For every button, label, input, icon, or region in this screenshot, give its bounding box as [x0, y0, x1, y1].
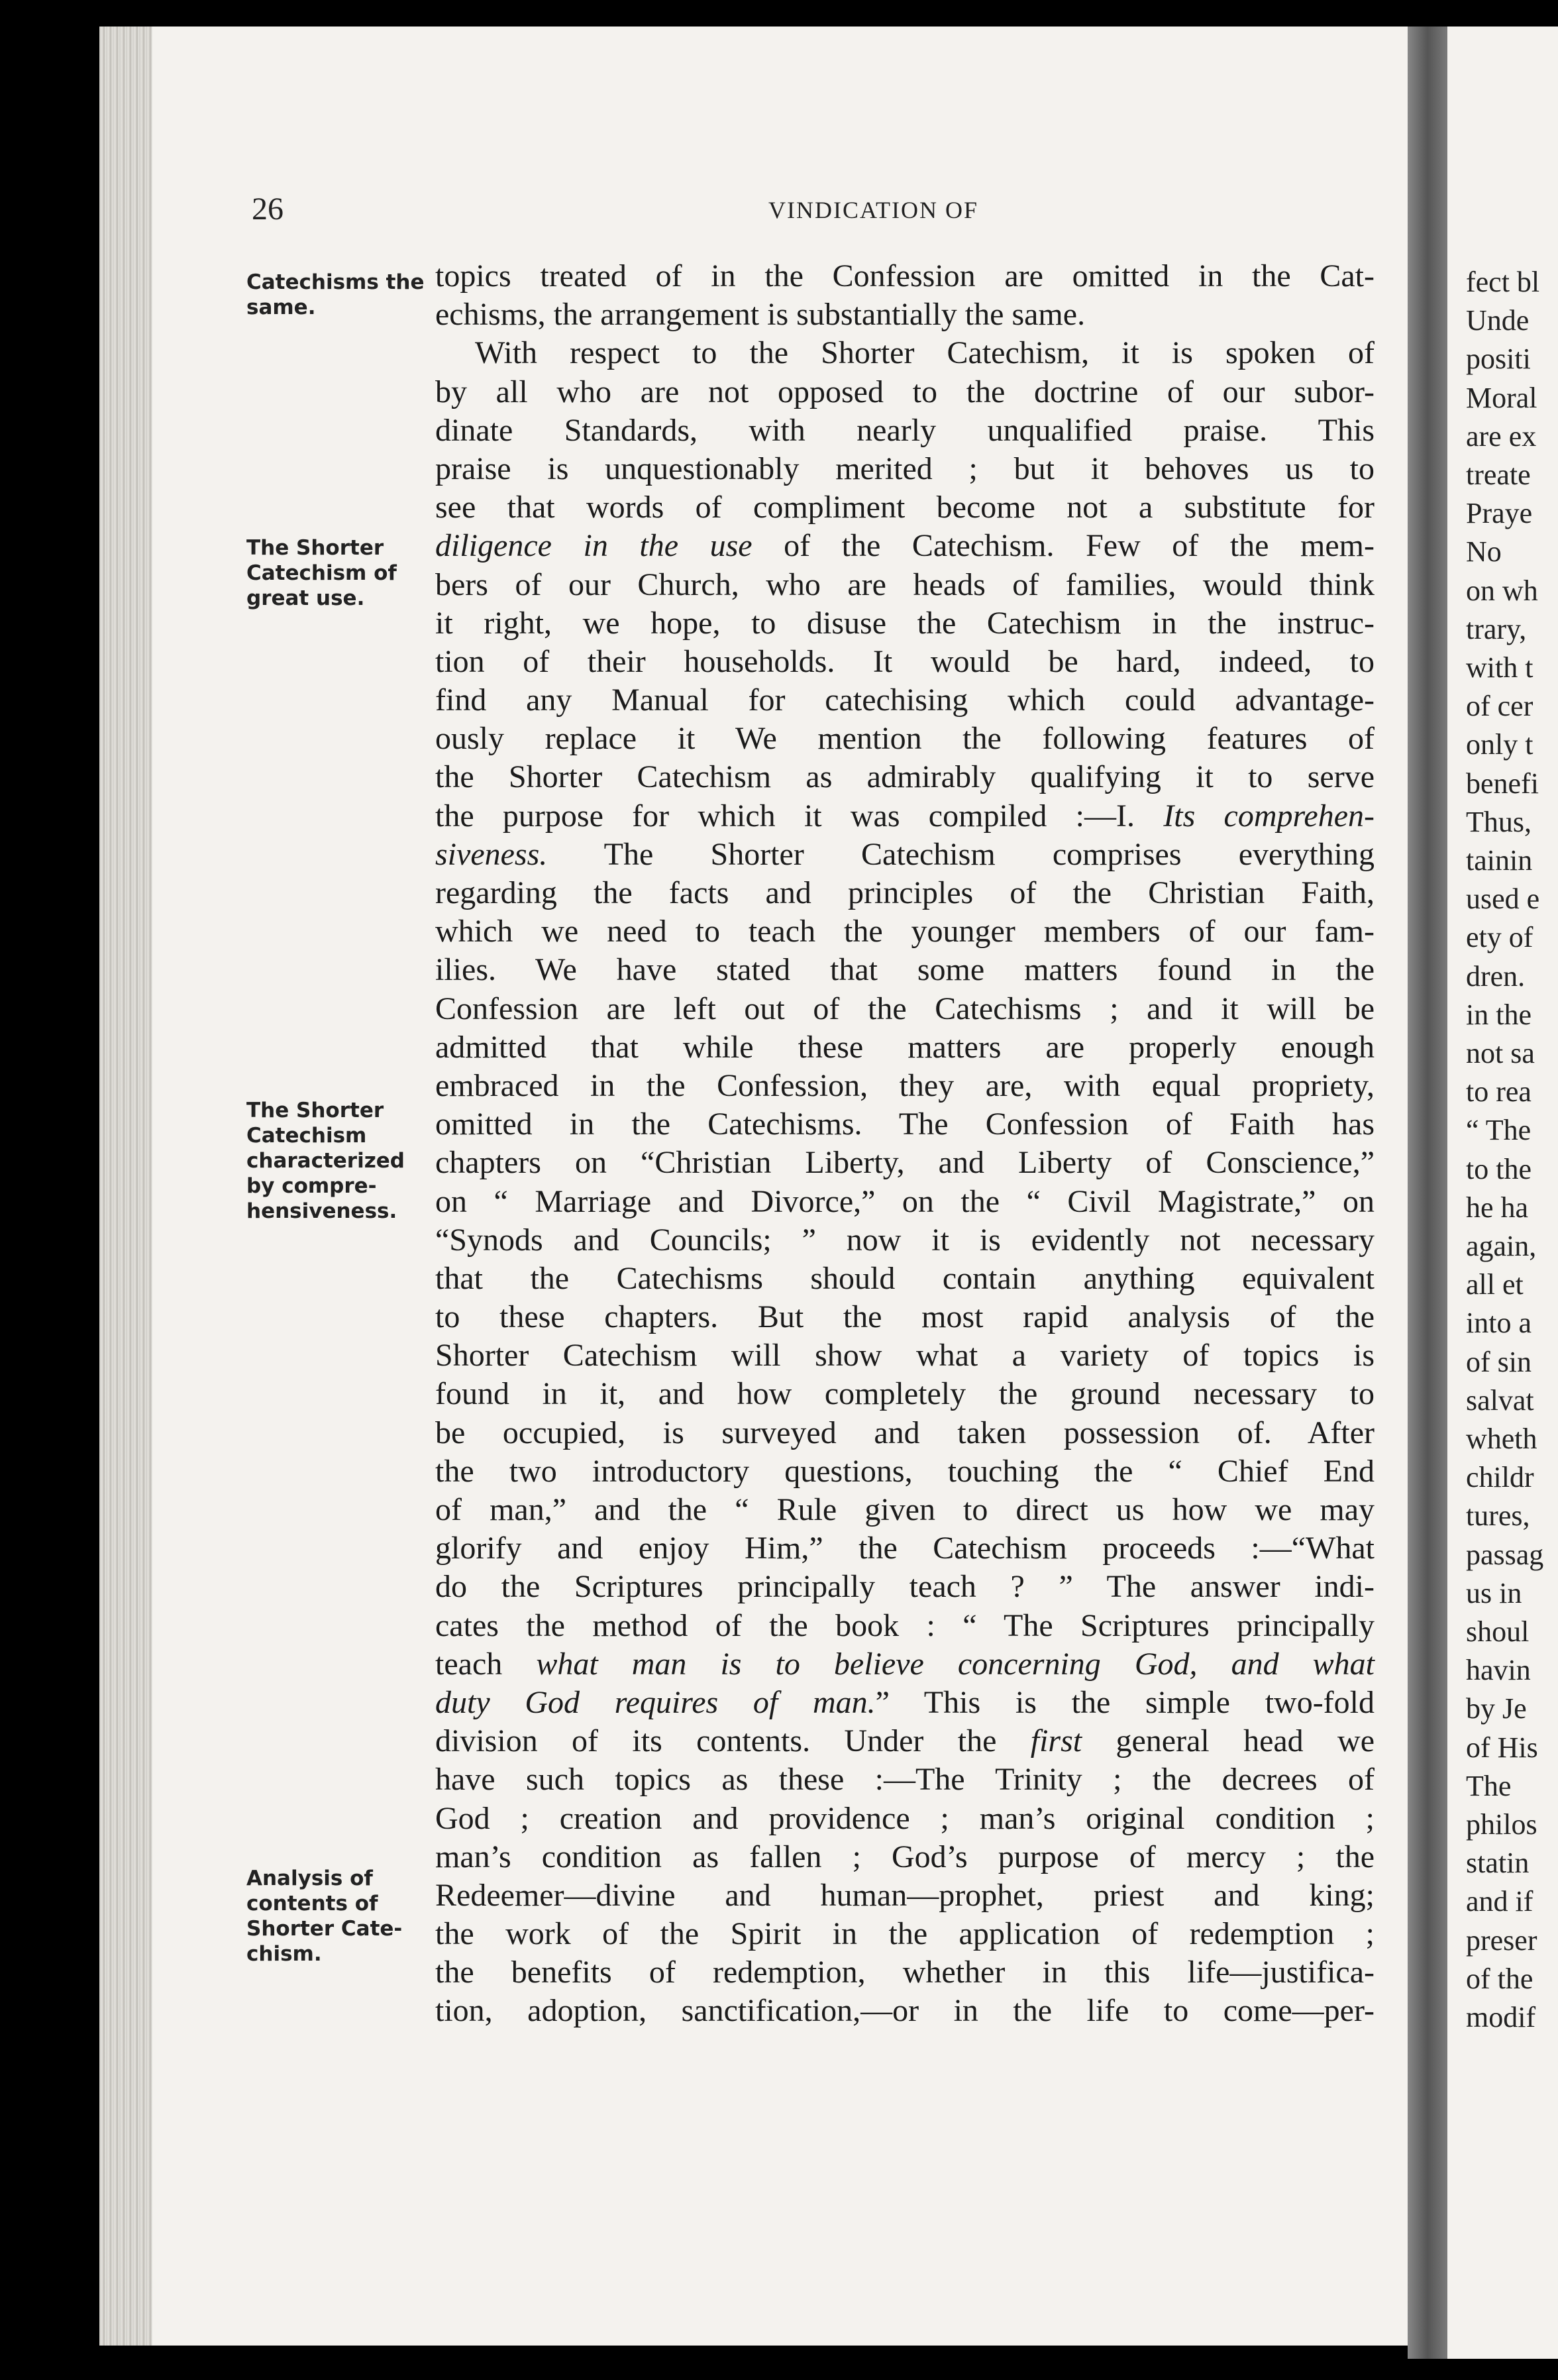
- italic-phrase: first: [1030, 1723, 1082, 1759]
- adjacent-page-text-fragment: fect bl: [1466, 266, 1540, 298]
- adjacent-page-text-fragment: to rea: [1466, 1075, 1532, 1109]
- italic-phrase: siveness.: [435, 836, 548, 872]
- text-line: be occupied, is surveyed and taken possession of. After: [435, 1415, 1375, 1450]
- text-line: embraced in the Confession, they are, with equal propriety,: [435, 1067, 1375, 1103]
- text-line: it right, we hope, to disuse the Catechism in the instruc-: [435, 605, 1375, 641]
- margin-note-shorter-catechism-great-use: [246, 535, 425, 611]
- text-line: glorify and enjoy Him,” the Catechism proceeds :—“What: [435, 1531, 1375, 1566]
- adjacent-page-text-fragment: of cer: [1466, 690, 1533, 723]
- adjacent-page-text-fragment: into a: [1466, 1307, 1532, 1340]
- adjacent-page-text-fragment: trary,: [1466, 612, 1527, 645]
- adjacent-page-text-fragment: passag: [1466, 1538, 1544, 1571]
- text-line: tion, adoption, sanctification,—or in the life to come—per-: [435, 1993, 1375, 2029]
- text-line: found in it, and how completely the ground necessary to: [435, 1376, 1375, 1412]
- adjacent-page-text-fragment: Moral: [1466, 381, 1537, 414]
- text-line: [435, 527, 1375, 565]
- italic-phrase: what man is to believe concerning God, and what: [536, 1646, 1375, 1682]
- adjacent-page-text-fragment: treate: [1466, 459, 1531, 491]
- text-line: regarding the facts and principles of the Christian Faith,: [435, 875, 1375, 910]
- margin-note-analysis-of-contents: [246, 1866, 425, 1967]
- running-title: VINDICATION OF: [768, 197, 978, 223]
- margin-note-catechisms-same: [246, 270, 425, 320]
- text-line: the benefits of redemption, whether in this life—justifica-: [435, 1955, 1375, 1990]
- italic-phrase: duty God requires of man.: [435, 1684, 876, 1720]
- adjacent-page-text-fragment: Unde: [1466, 304, 1530, 337]
- text-line: topics treated of in the Confession are omitted in the Cat-: [435, 258, 1375, 294]
- margin-note-line: The Shorter: [246, 536, 384, 560]
- adjacent-page-text-fragment: in the: [1466, 998, 1532, 1031]
- text-fragment: The Shorter Catechism comprises everything: [547, 836, 1375, 872]
- margin-note-line: Catechism of: [246, 561, 397, 585]
- adjacent-page-text-fragment: on wh: [1466, 574, 1538, 607]
- margin-note-line: chism.: [246, 1942, 322, 1966]
- margin-note-line: Analysis of: [246, 1866, 373, 1890]
- text-line: cates the method of the book : “ The Scriptures principally: [435, 1607, 1375, 1643]
- text-line: the work of the Spirit in the application of redemption ;: [435, 1916, 1375, 1952]
- adjacent-page-text-fragment: positi: [1466, 343, 1531, 376]
- running-head: [252, 191, 1378, 231]
- text-line: see that words of compliment become not a substitute for: [435, 490, 1375, 525]
- text-line: man’s condition as fallen ; God’s purpose of mercy ; the: [435, 1839, 1375, 1874]
- adjacent-page-text-fragment: Thus,: [1466, 805, 1532, 838]
- adjacent-page-text-fragment: childr: [1466, 1461, 1534, 1494]
- text-line: praise is unquestionably merited ; but it behoves us to: [435, 451, 1375, 486]
- text-line: find any Manual for catechising which could advantage-: [435, 682, 1375, 718]
- text-line: of man,” and the “ Rule given to direct us how we may: [435, 1492, 1375, 1527]
- text-line: Redeemer—divine and human—prophet, priest and king;: [435, 1877, 1375, 1913]
- adjacent-page-text-fragment: of the: [1466, 1962, 1533, 1995]
- adjacent-page-text-fragment: No: [1466, 535, 1502, 568]
- adjacent-page-text-fragment: “ The: [1466, 1114, 1532, 1147]
- text-fragment: division of its contents. Under the: [435, 1723, 1031, 1759]
- adjacent-page-text-fragment: used e: [1466, 883, 1540, 916]
- text-line: bers of our Church, who are heads of families, would think: [435, 567, 1375, 602]
- adjacent-page-text-fragment: and if: [1466, 1885, 1533, 1918]
- adjacent-page-text-fragment: philos: [1466, 1808, 1537, 1841]
- text-line: chapters on “Christian Liberty, and Liberty of Conscience,”: [435, 1145, 1375, 1181]
- margin-note-line: contents of: [246, 1892, 378, 1916]
- text-fragment: general head we: [1082, 1723, 1375, 1759]
- margin-note-line: Shorter Cate-: [246, 1917, 403, 1941]
- adjacent-page-text-fragment: dren.: [1466, 959, 1526, 993]
- text-fragment: teach: [435, 1646, 537, 1682]
- margin-note-line: The Shorter: [246, 1099, 384, 1122]
- adjacent-page-text-fragment: benefi: [1466, 767, 1539, 800]
- adjacent-page-text-fragment: modif: [1466, 2001, 1536, 2033]
- text-line: tion of their households. It would be hard, indeed, to: [435, 643, 1375, 679]
- body-text: [435, 257, 1375, 2031]
- text-line: that the Catechisms should contain anything equivalent: [435, 1260, 1375, 1296]
- text-line: to these chapters. But the most rapid analysis of the: [435, 1299, 1375, 1335]
- adjacent-page-text-fragment: of His: [1466, 1731, 1538, 1764]
- adjacent-page-text-fragment: ety of: [1466, 921, 1533, 954]
- margin-note-line: by compre-: [246, 1174, 377, 1198]
- adjacent-page-text-fragment: with t: [1466, 651, 1533, 684]
- text-line: admitted that while these matters are properly enough: [435, 1029, 1375, 1065]
- adjacent-page-text-fragment: not sa: [1466, 1037, 1535, 1069]
- text-line: [435, 1722, 1375, 1760]
- text-line: by all who are not opposed to the doctrine of our subor-: [435, 374, 1375, 409]
- adjacent-page-text-fragment: tures,: [1466, 1499, 1530, 1533]
- margin-note-line: same.: [246, 296, 316, 319]
- adjacent-page-text-fragment: to the: [1466, 1152, 1532, 1185]
- text-fragment: the purpose for which it was compiled :—I.: [435, 798, 1164, 834]
- text-line: [435, 1684, 1375, 1722]
- adjacent-page-text-fragment: of sin: [1466, 1345, 1532, 1378]
- text-line: Confession are left out of the Catechisms ; and it will be: [435, 991, 1375, 1026]
- text-fragment: of the Catechism. Few of the mem-: [752, 528, 1375, 564]
- text-line: have such topics as these :—The Trinity ; the decrees of: [435, 1762, 1375, 1798]
- text-line: the two introductory questions, touching the “ Chief End: [435, 1453, 1375, 1489]
- text-line: dinate Standards, with nearly unqualified praise. This: [435, 412, 1375, 448]
- margin-note-line: Catechisms the: [246, 270, 425, 294]
- italic-phrase: Its comprehen-: [1163, 798, 1375, 834]
- text-line: [435, 797, 1375, 836]
- text-line: omitted in the Catechisms. The Confession of Faith has: [435, 1107, 1375, 1142]
- adjacent-page-edge: [1447, 27, 1558, 2359]
- adjacent-page-text-fragment: salvat: [1466, 1383, 1534, 1417]
- text-line: ilies. We have stated that some matters found in the: [435, 952, 1375, 988]
- adjacent-page-text-fragment: Praye: [1466, 497, 1533, 530]
- text-line: With respect to the Shorter Catechism, it is spoken of: [475, 335, 1375, 371]
- text-line: ously replace it We mention the following features of: [435, 721, 1375, 757]
- adjacent-page-text-fragment: shoul: [1466, 1615, 1530, 1648]
- page-binding-edge: [99, 27, 152, 2346]
- adjacent-page-text-fragment: us in: [1466, 1576, 1522, 1609]
- text-line: Shorter Catechism will show what a variety of topics is: [435, 1338, 1375, 1374]
- page-number: 26: [252, 191, 284, 227]
- book-gutter: [1408, 27, 1447, 2359]
- margin-note-line: characterized: [246, 1149, 405, 1173]
- italic-phrase: diligence in the use: [435, 528, 753, 564]
- text-line: on “ Marriage and Divorce,” on the “ Civil Magistrate,” on: [435, 1183, 1375, 1219]
- adjacent-page-text-fragment: preser: [1466, 1923, 1537, 1957]
- text-line: God ; creation and providence ; man’s original condition ;: [435, 1800, 1375, 1836]
- text-line: “Synods and Councils; ” now it is evidently not necessary: [435, 1222, 1375, 1258]
- text-line: do the Scriptures principally teach ? ” The answer indi-: [435, 1569, 1375, 1605]
- text-line: echisms, the arrangement is substantially the same.: [435, 297, 1086, 333]
- margin-note-line: hensiveness.: [246, 1199, 397, 1223]
- text-line: which we need to teach the younger members of our fam-: [435, 914, 1375, 949]
- adjacent-page-text-fragment: havin: [1466, 1654, 1531, 1687]
- adjacent-page-text-fragment: are ex: [1466, 419, 1537, 453]
- adjacent-page-text-fragment: tainin: [1466, 844, 1533, 877]
- margin-note-line: great use.: [246, 586, 365, 610]
- margin-note-comprehensiveness: [246, 1098, 425, 1224]
- adjacent-page-text-fragment: The: [1466, 1769, 1512, 1802]
- adjacent-page-text-fragment: by Je: [1466, 1692, 1527, 1725]
- adjacent-page-text-fragment: all et: [1466, 1268, 1524, 1301]
- text-line: the Shorter Catechism as admirably qualifying it to serve: [435, 759, 1375, 795]
- adjacent-page-text-fragment: wheth: [1466, 1423, 1537, 1455]
- adjacent-page-text-fragment: he ha: [1466, 1191, 1529, 1224]
- adjacent-page-text-fragment: only t: [1466, 728, 1533, 761]
- margin-note-line: Catechism: [246, 1124, 367, 1148]
- text-line: [435, 1645, 1375, 1684]
- text-line: [435, 836, 1375, 874]
- text-fragment: ” This is the simple two-fold: [875, 1684, 1375, 1720]
- adjacent-page-text-fragment: statin: [1466, 1847, 1530, 1880]
- adjacent-page-text-fragment: again,: [1466, 1230, 1537, 1262]
